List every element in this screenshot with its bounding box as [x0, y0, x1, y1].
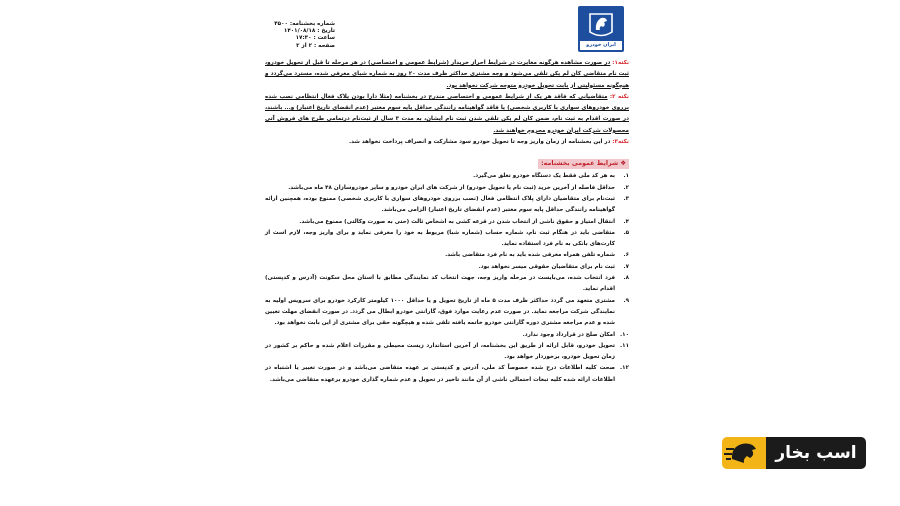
note-text: در صورت مشاهده هرگونه مغایرت در شرایط احراز خریدار (شرایط عمومی و اختصاصی) در هر مرحله تا قبل از تحویل خودرو، ثبت نام متقاضی کان لم یکن تلقی می‌شود و وجه مشتری حداکثر ظرف مدت ۲۰ روز به شماره شبای معرفی شده، مسترد می‌گردد و هیچگونه مسئولیتی از بابت تحویل خودرو متوجه شرکت نخواهد بود. — [265, 60, 629, 89]
horsepower-icon — [722, 437, 768, 469]
item-number: ۵. — [623, 229, 629, 236]
list-item — [265, 194, 629, 217]
note-2 — [265, 92, 629, 137]
item-number: ۴. — [623, 218, 629, 225]
diamond-bullet-icon: ❖ — [620, 160, 626, 168]
item-number: ۶. — [623, 252, 629, 259]
list-item — [265, 262, 629, 273]
list-item — [265, 273, 629, 296]
item-text: مشتری متعهد می گردد حداکثر ظرف مدت ۵ ماه از تاریخ تحویل و یا حداقل ۱۰۰۰ کیلومتر کارکرد خودرو برای سرویس اولیه به نمایندگی شرکت مراجعه نماید. در صورت عدم رعایت موارد فوق، گارانتی خودرو ابطال می گردد. در صورت انقضای مهلت تعیین شده و عدم مراجعه مشتری دوره گارانتی خودرو خاتمه یافته تلقی شده و هیچگونه حقی برای مشتری از این بابت نخواهد بود. — [265, 297, 615, 327]
iran-khodro-logo — [578, 6, 624, 52]
note-label: نکته۱: — [612, 60, 629, 66]
meta-page: صفحه : ۲ از ۲ — [296, 42, 335, 49]
list-item — [265, 183, 629, 194]
note-label: نکته ۲: — [609, 93, 629, 100]
logo-wordmark: ایران خودرو — [580, 41, 622, 50]
item-number: ۹. — [623, 297, 629, 304]
list-item — [265, 330, 629, 341]
note-1 — [265, 58, 629, 92]
item-text: شماره تلفن همراه معرفی شده باید به نام فرد متقاضی باشد. — [445, 252, 615, 259]
item-number: ۱۲. — [620, 365, 629, 372]
section-title — [538, 159, 629, 169]
note-3 — [265, 137, 629, 148]
meta-bulletin-number: شماره بخشنامه: ۴۵۰۰ — [274, 21, 335, 27]
item-number: ۱۱. — [620, 342, 629, 349]
item-text: امکان صلح در قرارداد وجود ندارد. — [522, 331, 615, 338]
item-number: ۱۰. — [620, 331, 629, 338]
document-meta — [273, 21, 335, 50]
list-item — [265, 250, 629, 261]
item-text: صحت کلیه اطلاعات درج شده خصوصاً کد ملی، آدرس و کدپستی بر عهده متقاضی می‌باشد و در صورت تغییر یا اشتباه در اطلاعات ارائه شده کلیه تبعات احتمالی ناشی از آن مانند تاخیر در تحویل و عدم شماره گذاری خودرو برعهده متقاضی می‌باشد. — [265, 365, 615, 383]
horse-head-icon — [584, 10, 618, 40]
item-text: به هر کد ملی فقط یک دستگاه خودرو تعلق می‌گیرد. — [473, 173, 615, 180]
item-text: تحویل خودرو، قابل ارائه از طریق این بخشنامه، از آخرین استاندارد زیست محیطی و مقررات اعلام شده و حاکم بر کشور در زمان تحویل خودرو، برخوردار خواهد بود. — [265, 342, 615, 361]
item-number: ۳. — [623, 195, 629, 202]
item-number: ۷. — [623, 263, 629, 270]
item-number: ۸. — [623, 275, 629, 282]
item-number: ۱. — [623, 173, 629, 180]
general-conditions-list — [265, 171, 629, 386]
note-label: نکته۳: — [612, 139, 629, 146]
item-number: ۲. — [623, 184, 629, 191]
note-text: در این بخشنامه از زمان واریز وجه تا تحویل خودرو سود مشارکت و انصراف پرداخت نخواهد شد. — [349, 139, 611, 146]
list-item — [265, 217, 629, 228]
meta-time: ساعت : ۱۷:۳۰ — [295, 35, 335, 42]
bulletin-page — [262, 5, 632, 445]
section-title-text: شرایط عمومی بخشنامه: — [541, 160, 619, 168]
bulletin-body — [265, 58, 629, 386]
note-text: متقاضیانی که فاقد هر یک از شرایط عمومی و اختصاصی مندرج در بخشنامه (مثلا دارا بودن پلاک فعال انتظامی نصب شده برروی خودروهای سواری با کاربری شخصی) یا فاقد گواهینامه رانندگی حداقل پایه سوم معتبر (عدم انقضای تاریخ اعتبار) و... باشند، در صورت اقدام به ثبت نام، ضمن کان لم یکن تلقی شدن ثبت نام ایشان، به مدت ۳ سال از ثبت‌نام درتمامی طرح های فروش آتی محصولات شرکت ایران خودرو محروم خواهند شد. — [265, 93, 629, 134]
item-text: متقاضی باید در هنگام ثبت نام، شماره حساب (شماره شبا) مربوط به خود را معرفی نماید و برای واریز وجه، لازم است از کارت‌های بانکی به نام فرد استفاده نماید. — [265, 229, 615, 248]
list-item — [265, 363, 629, 386]
watermark-logo — [722, 437, 866, 469]
list-item — [265, 171, 629, 182]
list-item — [265, 228, 629, 251]
item-text: فرد انتخاب شده، می‌بایست در مرحله واریز وجه، جهت انتخاب کد نمایندگی مطابق با استان محل سکونت (آدرس و کدپستی) اقدام نماید. — [265, 275, 615, 293]
list-item — [265, 341, 629, 364]
meta-date: تاریخ : ۱۴۰۱/۰۸/۱۸ — [283, 28, 335, 35]
item-text: انتقال امتیاز و حقوق ناشی از انتخاب شدن در قرعه کشی به اشخاص ثالث (حتی به صورت وکالتی) ممنوع می‌باشد. — [299, 218, 615, 225]
item-text: حداقل فاصله از آخرین خرید (ثبت نام یا تحویل خودرو) از شرکت های ایران خودرو و سایر خودروسازان ۴۸ ماه می‌باشد. — [288, 184, 615, 191]
item-text: ثبت نام برای متقاضیان حقوقی میسر نخواهد بود. — [478, 263, 615, 270]
list-item — [265, 296, 629, 330]
watermark-text: اسب بخار — [766, 437, 866, 469]
item-text: ثبت‌نام برای متقاضیان دارای پلاک انتظامی فعال (نصب برروی خودروهای سواری با کاربری شخصی) ممنوع بوده، همچنین ارائه گواهینامه رانندگی حداقل پایه سوم معتبر (عدم انقضای تاریخ اعتبار) الزامی می‌باشد. — [265, 195, 615, 214]
